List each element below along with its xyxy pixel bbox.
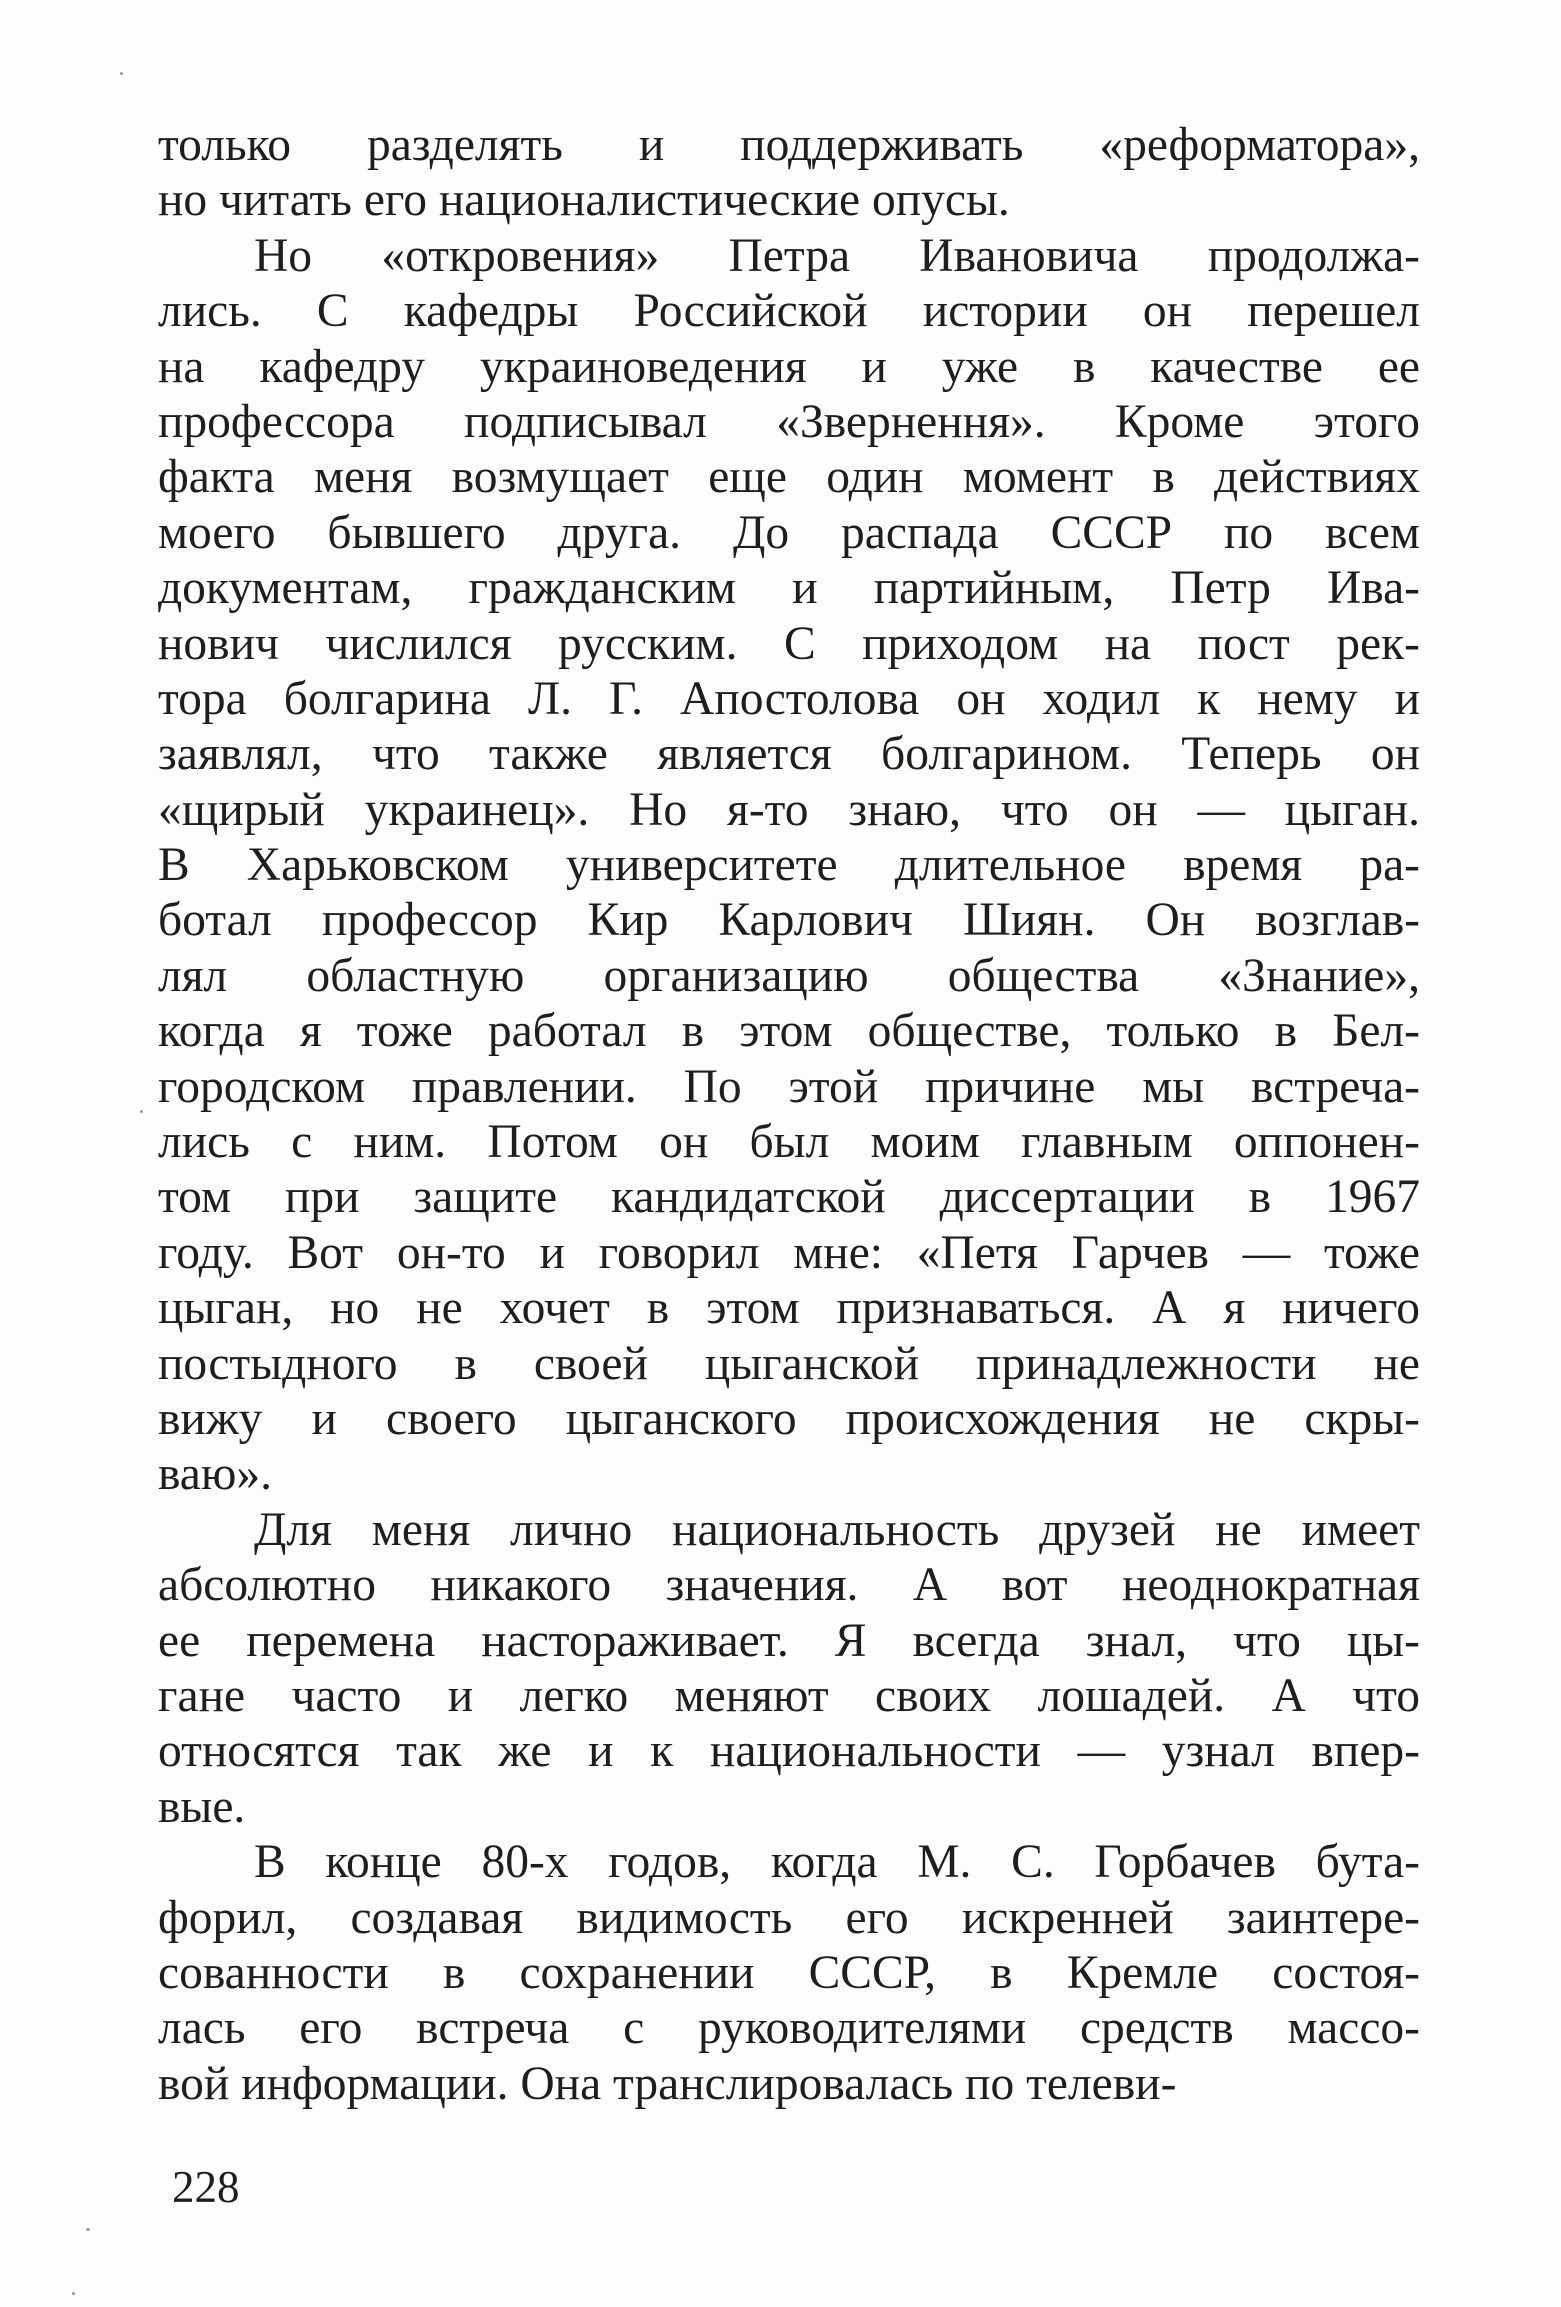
text-line: лись с ним. Потом он был моим главным оппонен-: [158, 1116, 1420, 1169]
text-line: городском правлении. По этой причине мы встреча-: [158, 1060, 1420, 1113]
text-line: постыдного в своей цыганской принадлежности не: [158, 1337, 1420, 1390]
text-line: факта меня возмущает еще один момент в действиях: [158, 451, 1420, 504]
text-line: лял областную организацию общества «Знание»,: [158, 949, 1420, 1002]
paragraph: [158, 229, 1420, 1503]
text-line: Но «откровения» Петра Ивановича продолжа-: [254, 229, 1420, 282]
scan-speck: [140, 1110, 143, 1113]
text-line: документам, гражданским и партийным, Петр Ива-: [158, 562, 1420, 615]
text-line: году. Вот он-то и говорил мне: «Петя Гарчев — тоже: [158, 1226, 1420, 1279]
text-line: на кафедру украиноведения и уже в качестве ее: [158, 340, 1420, 393]
text-line: абсолютно никакого значения. А вот неоднократная: [158, 1559, 1420, 1612]
text-line: лись. С кафедры Российской истории он перешел: [158, 285, 1420, 338]
body-text: [158, 118, 1420, 2112]
text-line: ботал профессор Кир Карлович Шиян. Он возглав-: [158, 894, 1420, 947]
text-line: гане часто и легко меняют своих лошадей. А что: [158, 1669, 1420, 1722]
text-line: нович числился русским. С приходом на пост рек-: [158, 617, 1420, 670]
text-line: сованности в сохранении СССР, в Кремле состоя-: [158, 1946, 1420, 1999]
page-number: 228: [172, 2162, 240, 2212]
text-line: только разделять и поддерживать «реформатора»,: [158, 119, 1420, 171]
paragraph: [158, 118, 1420, 229]
text-line: тора болгарина Л. Г. Апостолова он ходил к нему и: [158, 672, 1420, 725]
text-line: лась его встреча с руководителями средств массо-: [158, 2002, 1420, 2055]
text-line: В Харьковском университете длительное время ра-: [158, 839, 1420, 892]
paragraph: [158, 1835, 1420, 2112]
scan-speck: [120, 72, 123, 75]
text-line: вые.: [158, 1780, 246, 1833]
scan-speck: [86, 2228, 90, 2231]
text-line: профессора подписывал «Звернення». Кроме этого: [158, 395, 1420, 448]
text-line: В конце 80-х годов, когда М. С. Горбачев бута-: [254, 1836, 1420, 1889]
text-line: цыган, но не хочет в этом признаваться. А я ничего: [158, 1282, 1420, 1335]
text-line: форил, создавая видимость его искренней заинтере-: [158, 1891, 1420, 1944]
text-line: ее перемена настораживает. Я всегда знал, что цы-: [158, 1614, 1420, 1667]
text-line: но читать его националистические опусы.: [158, 174, 1010, 227]
text-line: заявлял, что также является болгарином. Теперь он: [158, 728, 1420, 781]
text-line: Для меня лично национальность друзей не имеет: [254, 1503, 1420, 1556]
text-line: ваю».: [158, 1448, 272, 1501]
text-line: вижу и своего цыганского происхождения не скры-: [158, 1392, 1420, 1445]
text-line: относятся так же и к национальности — узнал впер-: [158, 1725, 1420, 1778]
text-line: вой информации. Она транслировалась по телеви-: [158, 2057, 1177, 2110]
text-line: моего бывшего друга. До распада СССР по всем: [158, 506, 1420, 559]
paragraph: [158, 1503, 1420, 1835]
text-line: когда я тоже работал в этом обществе, только в Бел-: [158, 1005, 1420, 1058]
scan-speck: [72, 2292, 75, 2295]
text-line: том при защите кандидатской диссертации в 1967: [158, 1171, 1420, 1224]
text-line: «щирый украинец». Но я-то знаю, что он — цыган.: [158, 783, 1420, 836]
